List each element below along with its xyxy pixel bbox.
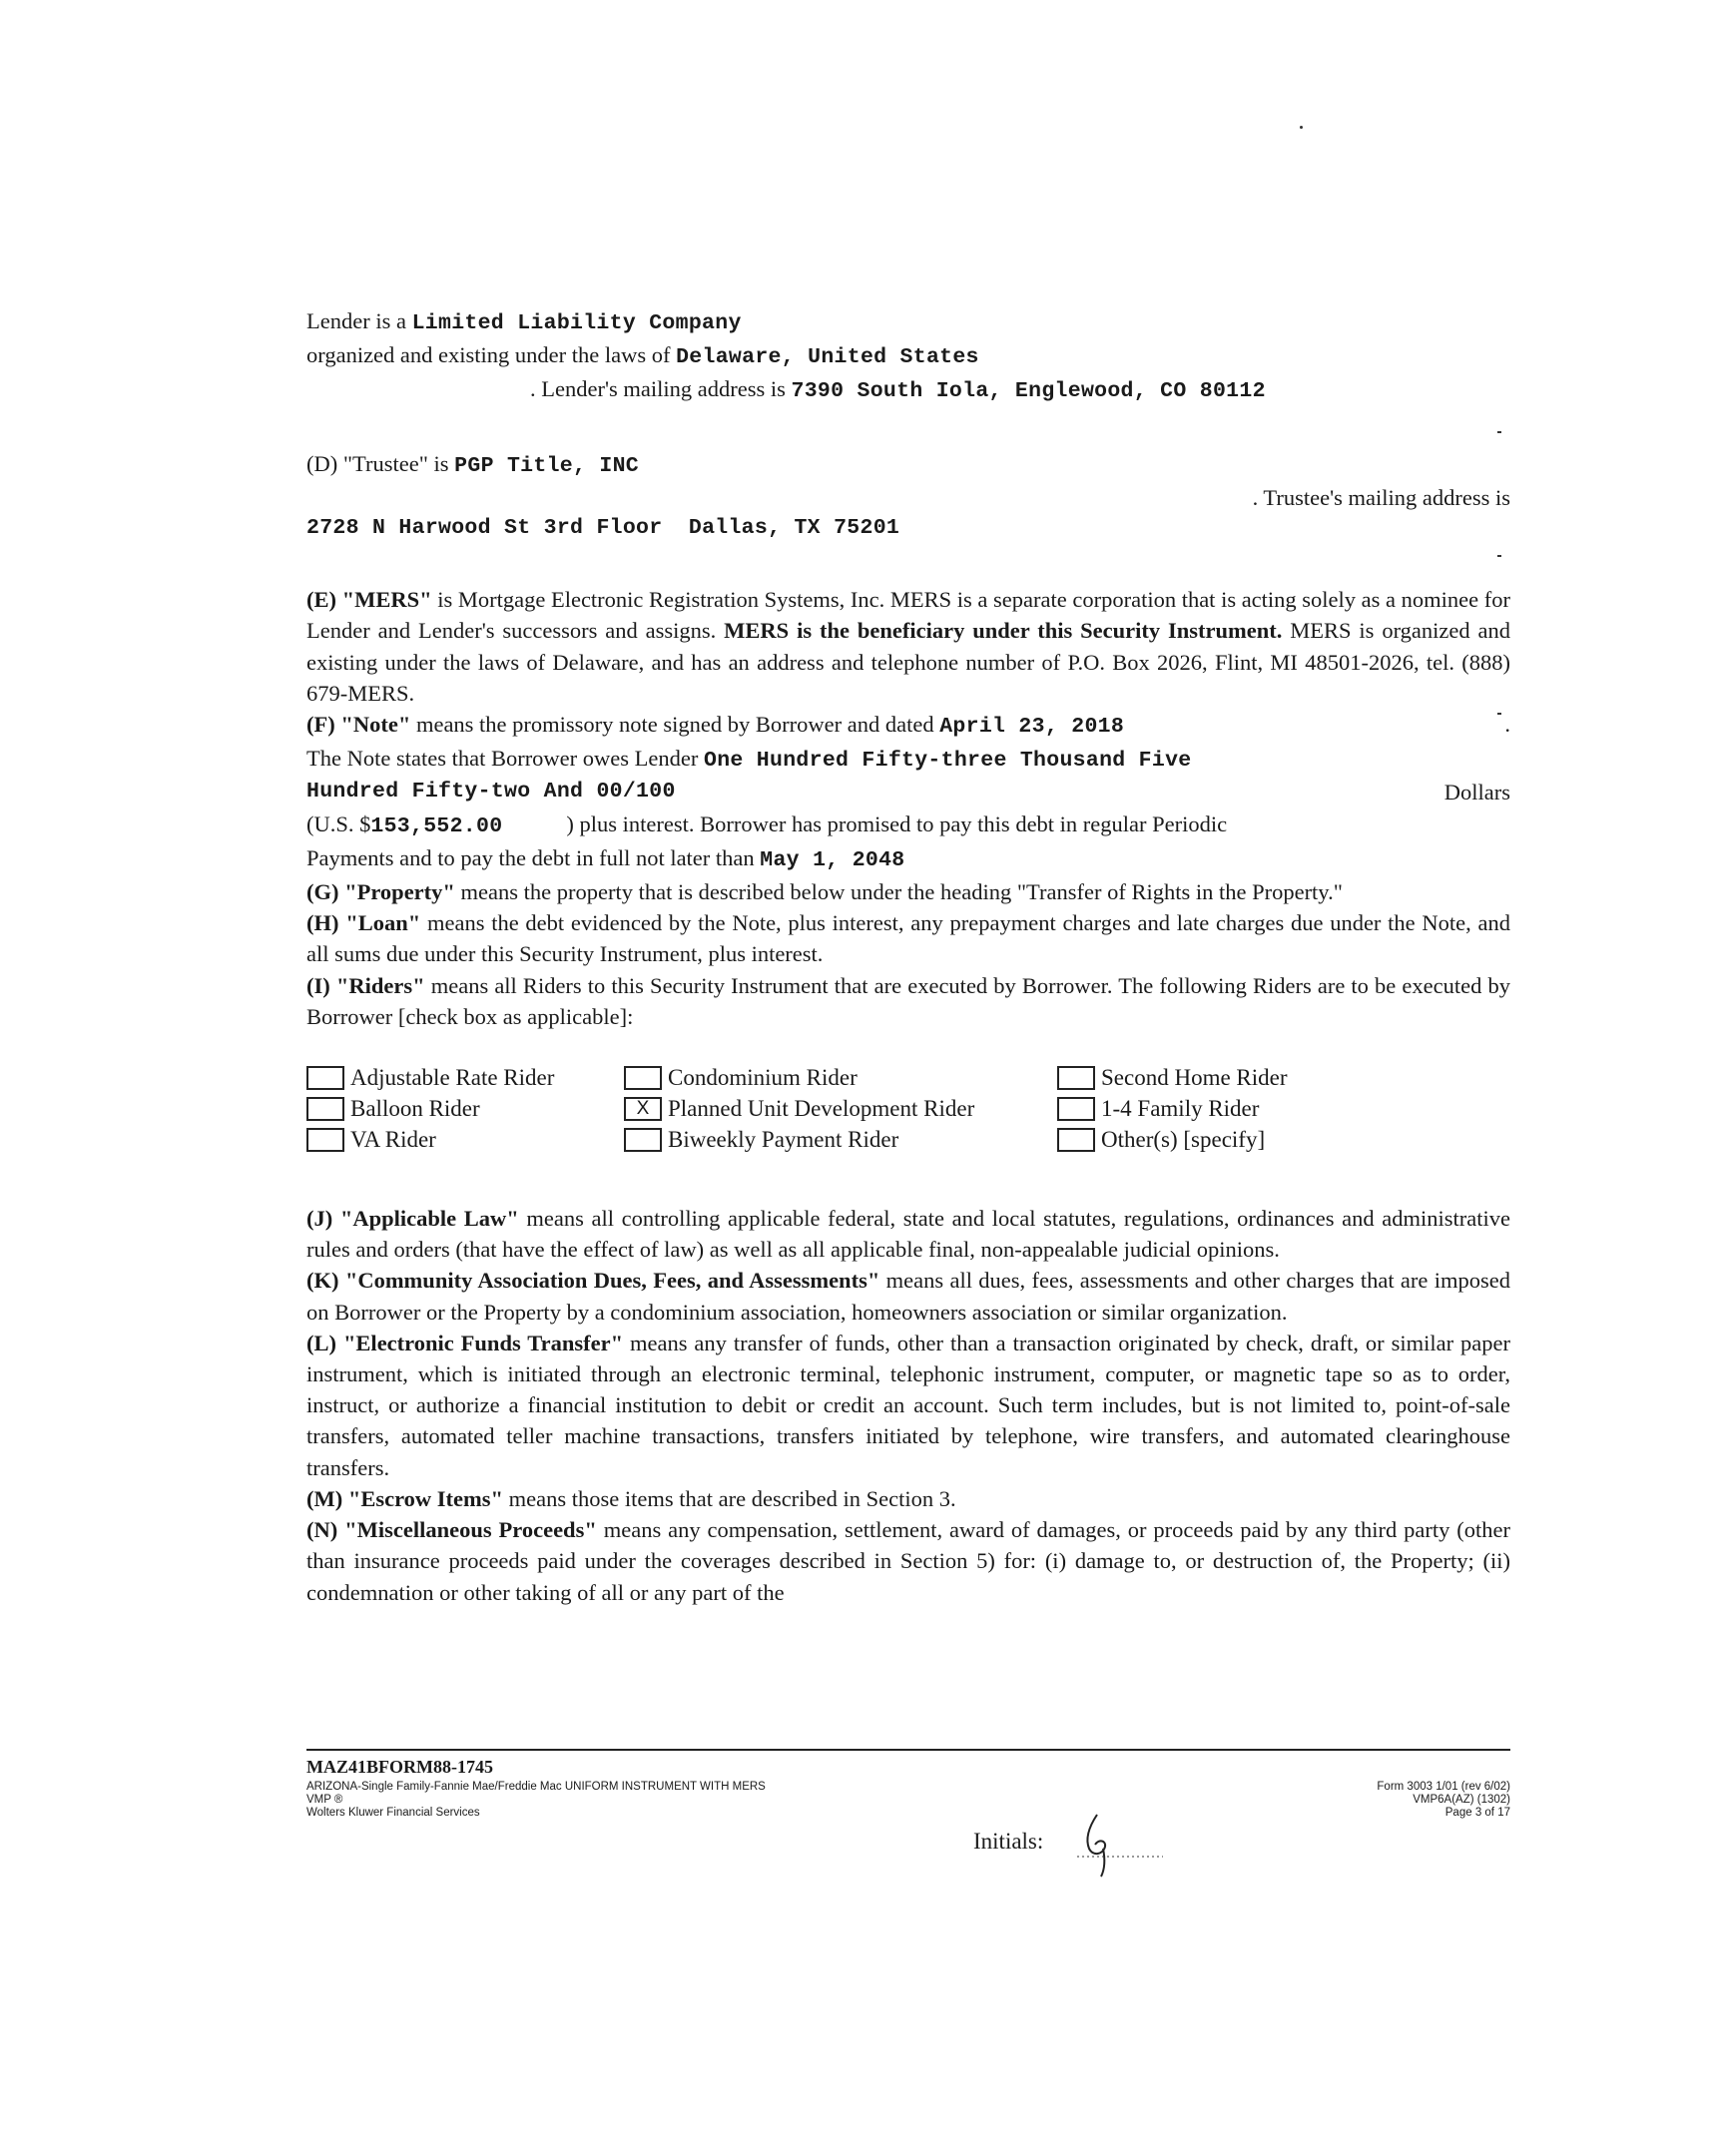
rider-checkbox-checked[interactable]: X bbox=[624, 1097, 662, 1121]
note-owes-text: The Note states that Borrower owes Lender bbox=[306, 746, 699, 772]
property-label: (G) "Property" bbox=[306, 879, 455, 905]
rider-label: Second Home Rider bbox=[1101, 1065, 1288, 1091]
rider-checkbox[interactable] bbox=[1057, 1066, 1095, 1090]
mers-definition bbox=[306, 584, 1510, 709]
scan-speck bbox=[1300, 126, 1303, 129]
page-footer bbox=[306, 1749, 1510, 1854]
rider-planned-unit-development bbox=[624, 1093, 1057, 1124]
applicable-law-text: means all controlling applicable federal, state and local statutes, regulations, ordinances and administrative rules and orders (that have the effect of law) as well as all applicable final, non-appealable judicial opinions. bbox=[306, 1206, 1511, 1263]
rider-label: Planned Unit Development Rider bbox=[668, 1096, 975, 1122]
eft-text: means any transfer of funds, other than a transaction originated by check, draft, or similar paper instrument, which is initiated through an electronic terminal, telephonic instrument, computer, or magnetic tape so as to order, instruct, or authorize a financial institution to debit or credit an account. Such term includes, but is not limited to, point-of-sale transfers, automated teller machine transactions, transfers initiated by telephone, wire transfers, and automated clearinghouse transfers. bbox=[306, 1330, 1510, 1480]
rider-second-home bbox=[1057, 1062, 1357, 1093]
trustee-label: (D) "Trustee" bbox=[306, 450, 428, 476]
rider-label: Biweekly Payment Rider bbox=[668, 1127, 899, 1153]
note-label: (F) "Note" bbox=[306, 712, 411, 738]
footer-publisher: Wolters Kluwer Financial Services bbox=[306, 1807, 480, 1819]
initials-signature bbox=[1075, 1809, 1165, 1879]
rider-biweekly-payment bbox=[624, 1124, 1057, 1155]
escrow-items-label: (M) "Escrow Items" bbox=[306, 1485, 504, 1511]
applicable-law-label: (J) "Applicable Law" bbox=[306, 1206, 519, 1232]
trustee-address: 2728 N Harwood St 3rd Floor Dallas, TX 75201 bbox=[306, 516, 900, 541]
footer-vmp-code: VMP6A(AZ) (1302) bbox=[1413, 1794, 1510, 1806]
community-association-label: (K) "Community Association Dues, Fees, and Assessments" bbox=[306, 1268, 880, 1294]
misc-proceeds-text: means any compensation, settlement, award of damages, or proceeds paid by any third party (other than insurance proceeds paid under the coverages described in Section 5) for: (i) damage to, or destruction of, the Property; (ii) condemnation or other taking of all or any part of the bbox=[306, 1517, 1510, 1605]
document-body bbox=[306, 305, 1510, 1608]
dollars-label: Dollars bbox=[1443, 780, 1510, 806]
trustee-name: PGP Title, INC bbox=[454, 453, 640, 478]
lender-type-prefix: Lender is a bbox=[306, 308, 406, 333]
rider-checkbox[interactable] bbox=[624, 1128, 662, 1152]
riders-text: means all Riders to this Security Instrument that are executed by Borrower. The following Riders are to be executed by Borrower [check box as applicable]: bbox=[306, 972, 1510, 1029]
note-line-3 bbox=[306, 777, 1510, 808]
trustee-mailing-label: . Trustee's mailing address is bbox=[1252, 484, 1510, 510]
rider-label: Balloon Rider bbox=[350, 1096, 480, 1122]
lender-jurisdiction-line bbox=[306, 339, 1510, 373]
lender-jurisdiction-value: Delaware, United States bbox=[676, 345, 979, 370]
rider-checkbox[interactable] bbox=[1057, 1128, 1095, 1152]
escrow-items-text: means those items that are described in Section 3. bbox=[503, 1485, 956, 1511]
initials-label: Initials: bbox=[973, 1829, 1044, 1854]
property-text: means the property that is described below under the heading "Transfer of Rights in the Property." bbox=[454, 879, 1343, 905]
lender-jurisdiction-prefix: organized and existing under the laws of bbox=[306, 342, 671, 368]
note-line-5 bbox=[306, 842, 1510, 876]
rider-checkbox[interactable] bbox=[306, 1128, 344, 1152]
note-amount-words-2: Hundred Fifty-two And 00/100 bbox=[306, 780, 676, 805]
rider-label: Other(s) [specify] bbox=[1101, 1127, 1266, 1153]
note-interest-text: ) plus interest. Borrower has promised to pay this debt in regular Periodic bbox=[566, 810, 1228, 836]
community-association-definition bbox=[306, 1265, 1510, 1327]
eft-label: (L) "Electronic Funds Transfer" bbox=[306, 1330, 624, 1355]
rider-checkbox[interactable] bbox=[306, 1097, 344, 1121]
note-amount: 153,552.00 bbox=[370, 813, 503, 838]
form-code: MAZ41BFORM88-1745 bbox=[306, 1757, 493, 1777]
footer-vmp: VMP ® bbox=[306, 1794, 343, 1806]
rider-other bbox=[1057, 1124, 1357, 1155]
rider-va bbox=[306, 1124, 624, 1155]
mers-label: (E) "MERS" bbox=[306, 587, 432, 613]
lender-address-value: 7390 South Iola, Englewood, CO 80112 bbox=[791, 379, 1266, 404]
note-date: April 23, 2018 bbox=[939, 715, 1125, 740]
note-maturity-text: Payments and to pay the debt in full not later than bbox=[306, 844, 755, 870]
rider-checkbox[interactable] bbox=[306, 1066, 344, 1090]
footer-right bbox=[1377, 1781, 1510, 1820]
mers-text: is Mortgage Electronic Registration Systems, Inc. MERS is a separate corporation that is acting solely as a nominee for Lender and Lender's successors and assigns. bbox=[306, 587, 1510, 644]
riders-checklist bbox=[306, 1062, 1510, 1155]
rider-condominium bbox=[624, 1062, 1057, 1093]
trustee-is: is bbox=[433, 450, 449, 476]
note-amount-words: One Hundred Fifty-three Thousand Five bbox=[704, 749, 1192, 774]
mers-text-2: MERS is organized and existing under the laws of Delaware, and has an address and telephone number of P.O. Box 2026, Flint, MI 48501-2026, tel. (888) 679-MERS. bbox=[306, 618, 1511, 706]
rider-label: 1-4 Family Rider bbox=[1101, 1096, 1260, 1122]
riders-definition bbox=[306, 970, 1510, 1032]
rider-checkbox[interactable] bbox=[1057, 1097, 1095, 1121]
lender-address-prefix: . Lender's mailing address is bbox=[530, 376, 786, 402]
mers-beneficiary-statement: MERS is the beneficiary under this Security Instrument. bbox=[724, 618, 1283, 644]
footer-form-title: ARIZONA-Single Family-Fannie Mae/Freddie Mac UNIFORM INSTRUMENT WITH MERS bbox=[306, 1781, 766, 1793]
note-text: means the promissory note signed by Borrower and dated bbox=[410, 712, 934, 738]
note-line-2 bbox=[306, 743, 1510, 777]
note-line-1: (F) "Note" means the promissory note signed by Borrower and dated April 23, 2018 . bbox=[306, 712, 1510, 740]
loan-label: (H) "Loan" bbox=[306, 910, 421, 936]
trustee-line bbox=[306, 448, 1510, 482]
applicable-law-definition bbox=[306, 1203, 1510, 1265]
rider-1-4-family bbox=[1057, 1093, 1357, 1124]
misc-proceeds-definition bbox=[306, 1514, 1510, 1608]
footer-form-number: Form 3003 1/01 (rev 6/02) bbox=[1377, 1781, 1510, 1793]
eft-definition bbox=[306, 1328, 1510, 1483]
lender-address-line bbox=[306, 373, 1510, 407]
lender-type-value: Limited Liability Company bbox=[411, 311, 742, 335]
footer-page-number: Page 3 of 17 bbox=[1444, 1807, 1510, 1819]
footer-left bbox=[306, 1781, 766, 1820]
rider-balloon bbox=[306, 1093, 624, 1124]
rider-label: Condominium Rider bbox=[668, 1065, 858, 1091]
riders-label: (I) "Riders" bbox=[306, 972, 425, 998]
lender-type-line bbox=[306, 305, 1510, 339]
rider-label: Adjustable Rate Rider bbox=[350, 1065, 555, 1091]
initials-field bbox=[973, 1829, 1043, 1855]
loan-text: means the debt evidenced by the Note, plus interest, any prepayment charges and late charges due under the Note, and all sums due under this Security Instrument, plus interest. bbox=[306, 910, 1510, 967]
rider-checkbox[interactable] bbox=[624, 1066, 662, 1090]
rider-label: VA Rider bbox=[350, 1127, 436, 1153]
misc-proceeds-label: (N) "Miscellaneous Proceeds" bbox=[306, 1517, 597, 1543]
us-prefix: (U.S. $ bbox=[306, 810, 371, 836]
note-maturity-date: May 1, 2048 bbox=[760, 847, 905, 872]
footer-rule bbox=[306, 1749, 1510, 1751]
property-definition bbox=[306, 876, 1510, 907]
rider-adjustable-rate bbox=[306, 1062, 624, 1093]
escrow-items-definition bbox=[306, 1483, 1510, 1514]
loan-definition bbox=[306, 907, 1510, 969]
community-association-text: means all dues, fees, assessments and other charges that are imposed on Borrower or the Property by a condominium association, homeowners association or similar organization. bbox=[306, 1268, 1510, 1325]
note-line-4 bbox=[306, 808, 1510, 842]
